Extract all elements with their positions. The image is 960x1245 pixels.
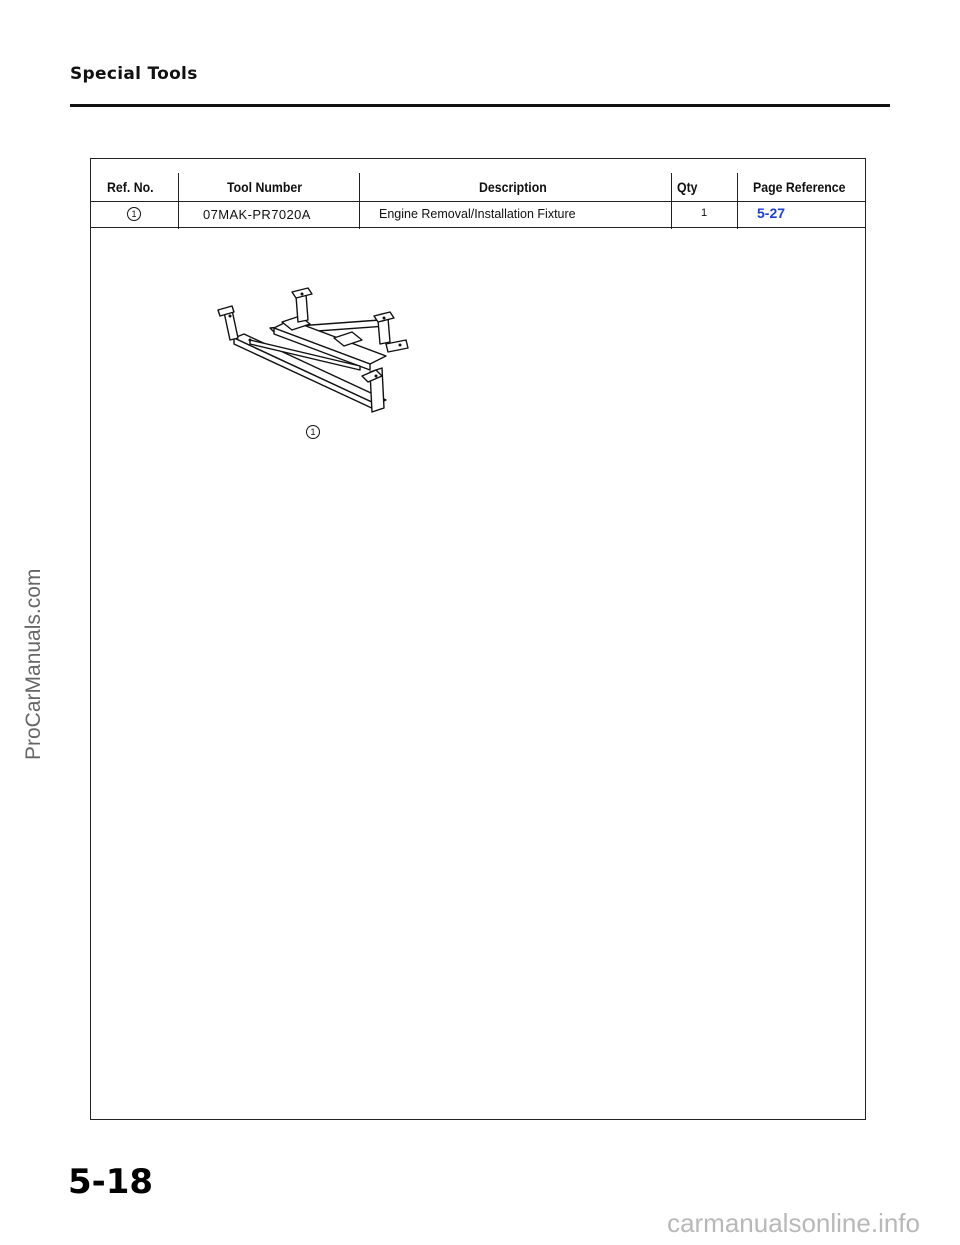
title-rule (70, 104, 890, 107)
engine-fixture-illustration (210, 280, 420, 420)
page-reference-link[interactable]: 5-27 (757, 205, 786, 221)
table-cell-description: Engine Removal/Installation Fixture (379, 207, 576, 221)
row-divider (91, 201, 865, 202)
section-title: Special Tools (70, 64, 198, 84)
table-cell-tool-number: 07MAK-PR7020A (203, 207, 311, 222)
bottom-watermark: carmanualsonline.info (667, 1208, 920, 1238)
ref-number-badge: 1 (127, 207, 141, 221)
column-header-description: Description (479, 179, 547, 195)
special-tools-table (90, 158, 866, 1120)
table-cell-qty: 1 (701, 207, 708, 219)
figure-callout (306, 422, 320, 440)
column-header-tool-number: Tool Number (227, 179, 303, 195)
figure-callout-badge: 1 (306, 425, 320, 439)
column-header-ref-no: Ref. No. (107, 179, 154, 195)
row-divider (91, 227, 865, 228)
table-cell-ref-no (127, 205, 141, 221)
page-number: 5-18 (68, 1162, 154, 1202)
column-header-page-reference: Page Reference (753, 179, 846, 195)
column-header-qty: Qty (677, 179, 698, 195)
side-watermark: ProCarManuals.com (22, 568, 45, 760)
